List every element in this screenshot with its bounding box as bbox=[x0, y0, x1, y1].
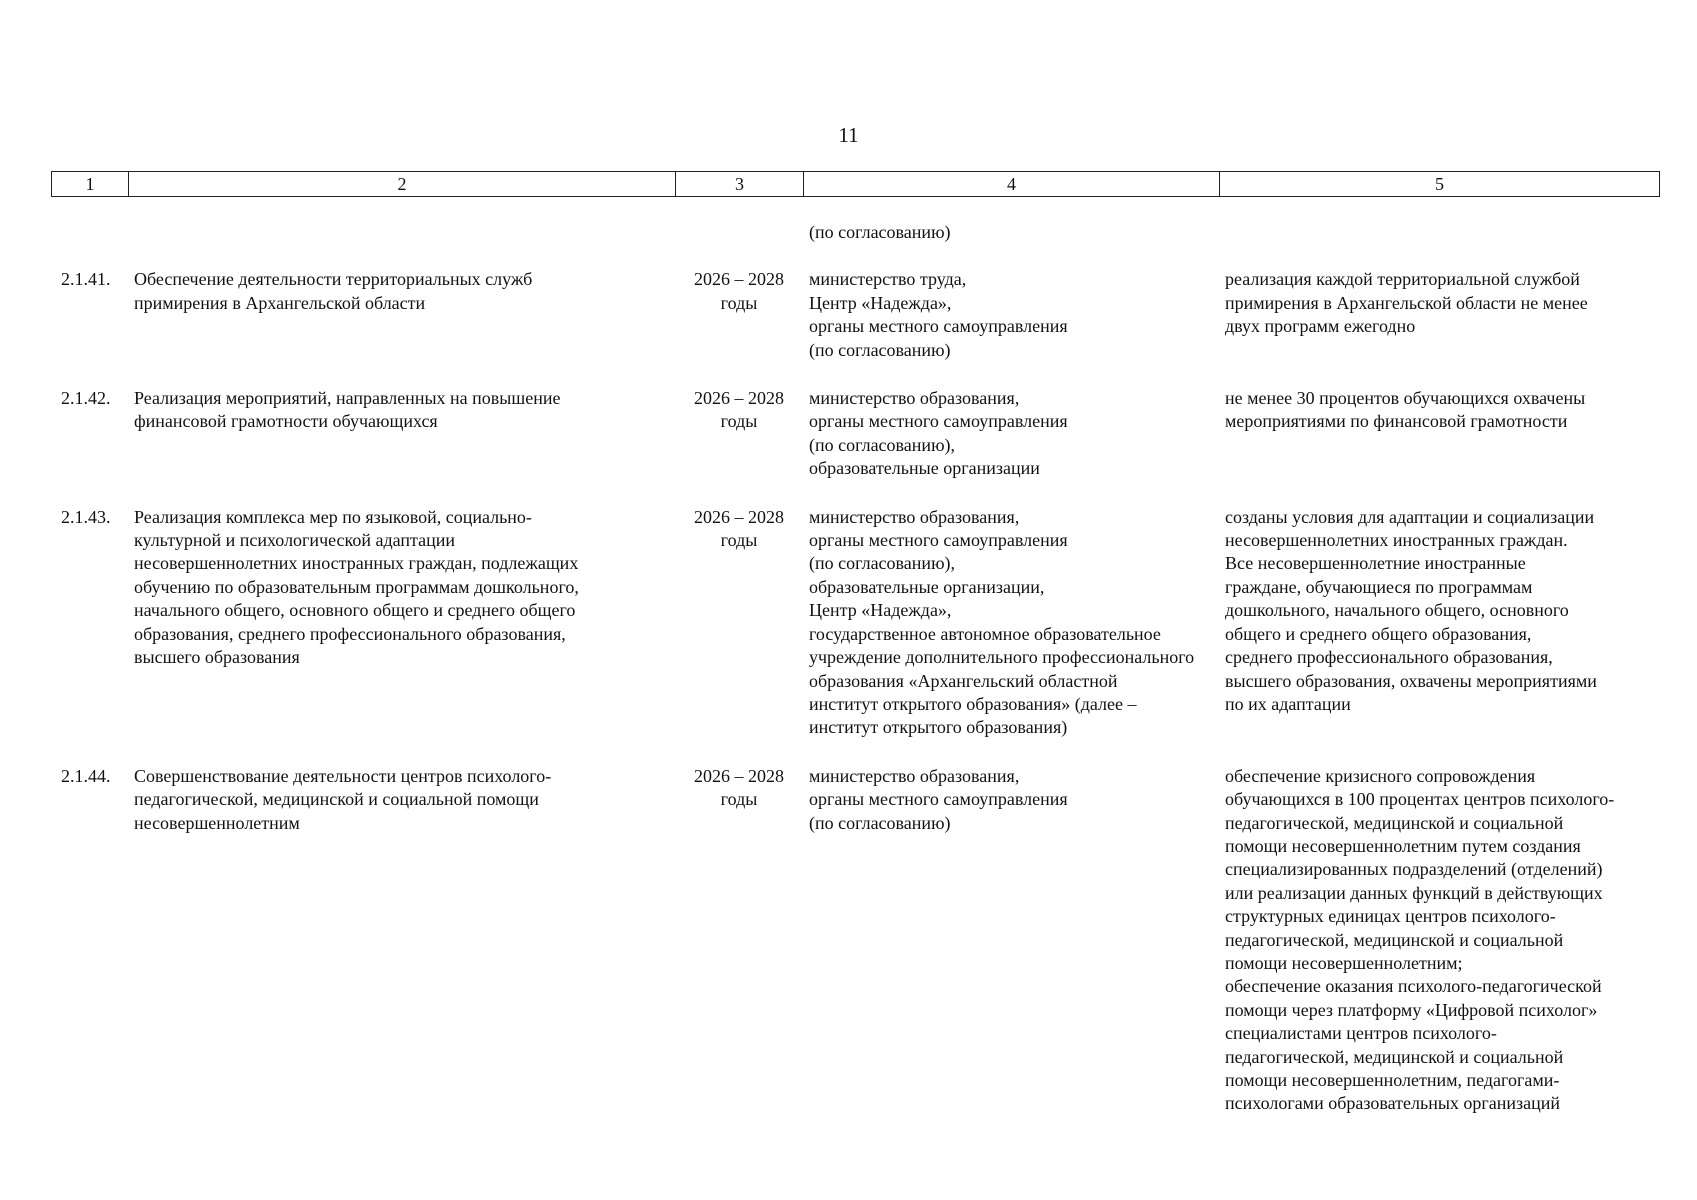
continuation-result-cell bbox=[1219, 221, 1659, 268]
row-number: 2.1.43. bbox=[61, 506, 111, 527]
column-number-2: 2 bbox=[129, 172, 676, 197]
continuation-title-cell bbox=[128, 221, 675, 268]
row-number: 2.1.41. bbox=[61, 269, 111, 290]
row-title: Совершенствование деятельности центров психолого- педагогической, медицинской и социальной помощи несовершеннолетним bbox=[134, 765, 552, 833]
table-row bbox=[51, 506, 1659, 765]
continuation-row bbox=[51, 221, 1659, 268]
measures-table bbox=[51, 221, 1659, 1141]
table-row bbox=[51, 268, 1659, 387]
row-number: 2.1.44. bbox=[61, 765, 111, 786]
row-result: созданы условия для адаптации и социализации несовершеннолетних иностранных граждан. Все несовершеннолетние иностранные граждане, обучающиеся по программам дошкольного, начального общего, основного общего и среднего общего образования, среднего профессионального образования, высшего образования, охвачены мероприятиями по их адаптации bbox=[1225, 506, 1597, 714]
table-row bbox=[51, 387, 1659, 506]
continuation-executors-cell: (по согласованию) bbox=[809, 222, 951, 242]
row-title: Реализация мероприятий, направленных на повышение финансовой грамотности обучающихся bbox=[134, 388, 561, 432]
row-title: Обеспечение деятельности территориальных служб примирения в Архангельской области bbox=[134, 269, 533, 313]
row-years: 2026 – 2028 годы bbox=[694, 388, 784, 432]
column-number-1: 1 bbox=[52, 172, 129, 197]
row-result: обеспечение кризисного сопровождения обучающихся в 100 процентах центров психолого- педагогической, медицинской и социальной помощи несовершеннолетним путем создания специализированных подразделений (отделений) или реализации данных функций в действующих структурных единицах центров психолого- педагогической, медицинской и социальной помощи несовершеннолетним; обеспечение оказания психолого-педагогической помощи через платформу «Цифровой психолог» специалистами центров психолого- педагогической, медицинской и социальной помощи несовершеннолетним, педагогами- психологами образовательных организаций bbox=[1225, 765, 1615, 1114]
row-years: 2026 – 2028 годы bbox=[694, 506, 784, 551]
row-years: 2026 – 2028 годы bbox=[694, 269, 784, 313]
page-number: 11 bbox=[838, 123, 859, 147]
column-header-table bbox=[51, 171, 1660, 197]
row-result: не менее 30 процентов обучающихся охвачены мероприятиями по финансовой грамотности bbox=[1225, 388, 1586, 432]
row-executors: министерство образования, органы местного самоуправления (по согласованию) bbox=[809, 765, 1068, 833]
column-header-row bbox=[52, 172, 1660, 197]
table-row bbox=[51, 765, 1659, 1141]
row-years: 2026 – 2028 годы bbox=[694, 765, 784, 810]
continuation-years-cell bbox=[675, 221, 803, 268]
column-number-5: 5 bbox=[1220, 172, 1660, 197]
row-title: Реализация комплекса мер по языковой, социально- культурной и психологической адаптации несовершеннолетних иностранных граждан, подлежащих обучению по образовательным программам дошкольного, начального общего, основного общего и среднего общего образования, среднего профессионального образования, высшего образования bbox=[134, 506, 579, 668]
row-executors: министерство образования, органы местного самоуправления (по согласованию), образовательные организации bbox=[809, 388, 1068, 479]
row-executors: министерство образования, органы местного самоуправления (по согласованию), образовательные организации, Центр «Надежда», государственное автономное образовательное учреждение дополнительного профессионального образования «Архангельский областной институт открытого образования» (далее – институт открытого образования) bbox=[809, 506, 1195, 738]
column-number-3: 3 bbox=[676, 172, 804, 197]
row-executors: министерство труда, Центр «Надежда», органы местного самоуправления (по согласованию) bbox=[809, 269, 1068, 360]
row-number: 2.1.42. bbox=[61, 388, 111, 409]
column-number-4: 4 bbox=[804, 172, 1220, 197]
continuation-num-cell bbox=[51, 221, 128, 268]
row-result: реализация каждой территориальной службой примирения в Архангельской области не менее двух программ ежегодно bbox=[1225, 269, 1588, 337]
